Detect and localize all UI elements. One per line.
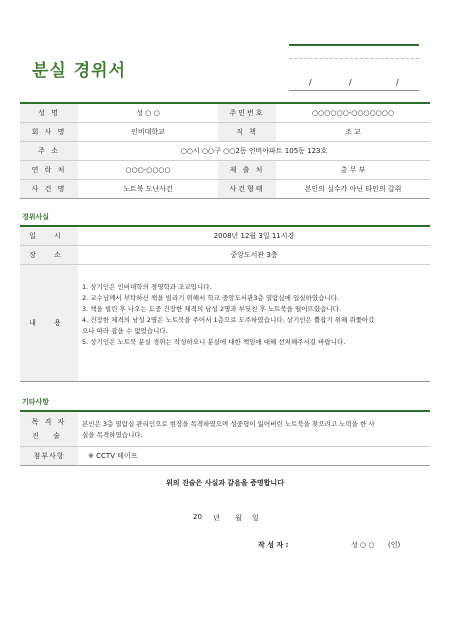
date-day-unit: 일 xyxy=(252,514,259,522)
content-line: 으나 따라 잡을 수 없었습니다. xyxy=(82,327,168,335)
document-title: 분실 경위서 xyxy=(32,61,127,81)
content-line: 2. 교수님께서 부탁하신 책을 빌리기 위해서 학교 중앙도서관3층 열람실에 입실하였습니다. xyxy=(82,294,340,302)
id-number-label: 주민번호 xyxy=(218,104,276,122)
facts-row-datetime xyxy=(20,227,430,245)
content-line: 3. 책을 빌린 후 나오는 도중 건장한 체격의 남성 2명과 부딪친 후 노트북을 떨어뜨렸습니다. xyxy=(82,305,342,313)
case-type-value: 본인의 실수가 아닌 타인의 갈취 xyxy=(304,185,402,193)
place-label: 장 소 xyxy=(20,246,78,264)
datetime-value: 2008년 12월 3일 11시경 xyxy=(213,232,295,240)
case-type-label: 사건형태 xyxy=(218,180,276,198)
date-year: 20 xyxy=(193,513,202,521)
attachment-value: ※ CCTV 테이프 xyxy=(88,452,138,460)
place-value: 중앙도서관 3층 xyxy=(230,251,278,259)
address-value: ○○시 ○○구 ○○2동 인비아파트 105동 123호 xyxy=(180,147,328,155)
datetime-label: 일 시 xyxy=(20,227,78,245)
attachment-label: 첨부사항 xyxy=(20,447,78,465)
certification-statement: 위의 진술은 사실과 같음을 증명합니다 xyxy=(166,479,284,487)
company-label: 회 사 명 xyxy=(20,123,78,141)
approval-bottom-line xyxy=(289,90,419,91)
witness-label-line: 진 술 xyxy=(32,432,66,440)
content-paragraph xyxy=(82,282,427,348)
witness-line: 본인은 3층 열람실 관리인으로 현장을 목격하였으며 성중형이 잃어버린 노트북을 찾으려고 노력을 한 사 xyxy=(82,420,375,428)
name-value: 성 ○ ○ xyxy=(136,109,160,117)
date-month-unit: 월 xyxy=(235,514,242,522)
date-separator: / xyxy=(396,78,399,87)
info-row-case xyxy=(20,180,430,198)
content-line: 1. 상기인은 인비대학의 경영학과 조교입니다. xyxy=(82,283,212,291)
other-table-bottom-border xyxy=(20,465,430,466)
witness-label-line: 목 격 자 xyxy=(31,418,67,426)
other-section-title: 기타사항 xyxy=(22,398,50,406)
witness-statement xyxy=(82,419,427,441)
writer-name: 성 ○ ○ xyxy=(351,541,375,549)
case-name-label: 사 건 명 xyxy=(20,180,78,198)
contact-label: 연 락 처 xyxy=(20,161,78,179)
approval-dash-line xyxy=(289,58,419,59)
info-row-contact xyxy=(20,161,430,179)
id-number-value: ○○○○○○-○○○○○○○ xyxy=(312,109,394,117)
other-row-attachment xyxy=(20,447,430,465)
facts-row-place xyxy=(20,246,430,264)
submit-to-label: 제 출 처 xyxy=(218,161,276,179)
date-year-unit: 년 xyxy=(213,514,220,522)
facts-table-bottom-border xyxy=(20,381,430,382)
witness-line: 실을 목격하였습니다. xyxy=(82,431,143,439)
content-line: 4. 건장한 체격의 남성 2명은 노트북을 주어서 1층으로 도주하였습니다. 상기인은 뿔잡기 위해 쥐쫓아갔 xyxy=(82,316,375,324)
company-value: 인비대학교 xyxy=(131,128,165,136)
content-label: 내 용 xyxy=(20,265,78,381)
content-line: 5. 상기인은 노트북 분실 경위는 작성하오니 분실에 대한 책임에 대해 선처해주시길 바랍니다. xyxy=(82,338,346,346)
writer-label: 작 성 자 : xyxy=(258,541,289,549)
submit-to-value: 총 무 부 xyxy=(340,166,366,174)
witness-label xyxy=(20,412,78,446)
date-separator: / xyxy=(349,78,352,87)
info-table-bottom-border xyxy=(20,198,430,199)
address-label: 주 소 xyxy=(20,142,78,160)
position-value: 조 교 xyxy=(345,128,361,136)
facts-section-title: 경위사실 xyxy=(22,213,50,221)
info-row-company xyxy=(20,123,430,141)
date-separator: / xyxy=(309,78,312,87)
position-label: 직 책 xyxy=(218,123,276,141)
info-row-name xyxy=(20,104,430,122)
seal-mark: (인) xyxy=(388,541,401,549)
name-label: 성 명 xyxy=(20,104,78,122)
info-row-address xyxy=(20,142,430,160)
contact-value: ○○○-○○○○ xyxy=(125,166,171,174)
approval-box xyxy=(289,44,419,92)
approval-top-line xyxy=(289,44,419,46)
case-name-value: 노트북 도난사건 xyxy=(123,185,173,193)
